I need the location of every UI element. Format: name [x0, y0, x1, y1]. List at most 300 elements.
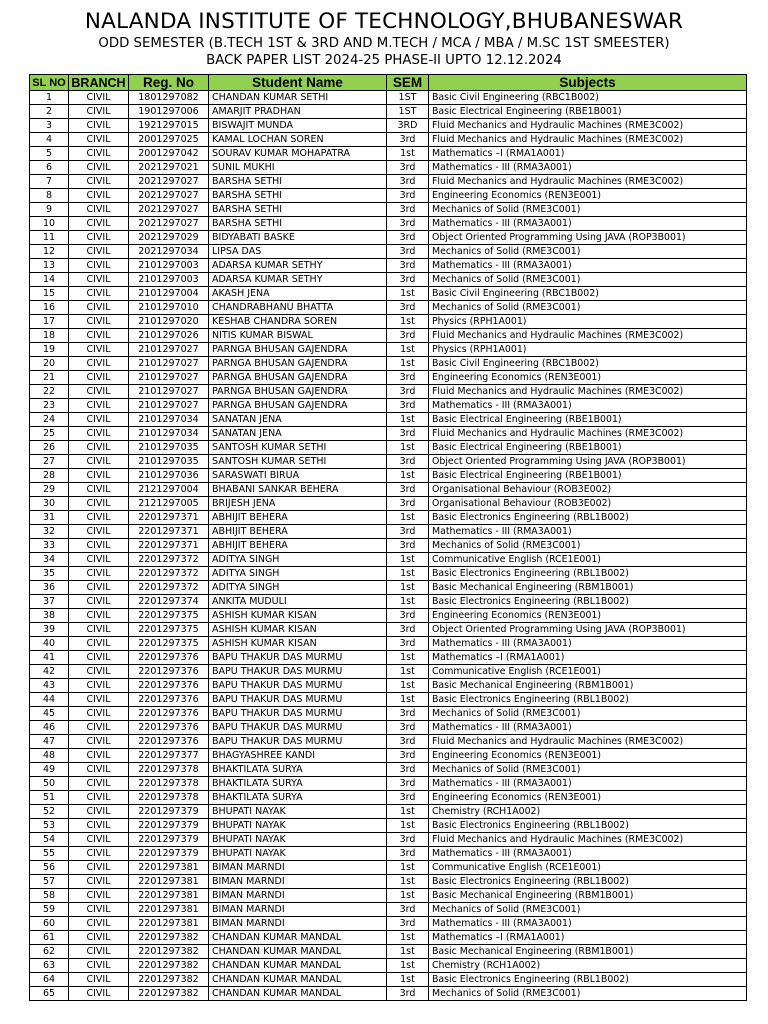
sem-cell: 3rd	[387, 623, 429, 637]
table-row	[30, 217, 747, 231]
subject-cell: Mechanics of Solid (RME3C001)	[429, 903, 747, 917]
table-row	[30, 819, 747, 833]
subject-cell: Basic Mechanical Engineering (RBM1B001)	[429, 889, 747, 903]
table-row	[30, 889, 747, 903]
student-name-cell: BAPU THAKUR DAS MURMU	[209, 693, 387, 707]
table-row	[30, 203, 747, 217]
subject-cell: Chemistry (RCH1A002)	[429, 805, 747, 819]
branch-cell: CIVIL	[69, 987, 129, 1001]
sem-cell: 1st	[387, 357, 429, 371]
sem-cell: 1st	[387, 805, 429, 819]
subject-cell: Mathematics –I (RMA1A001)	[429, 931, 747, 945]
reg-no-cell: 2021297027	[129, 203, 209, 217]
reg-no-cell: 2021297034	[129, 245, 209, 259]
reg-no-cell: 2201297371	[129, 511, 209, 525]
table-row	[30, 693, 747, 707]
sem-cell: 3rd	[387, 175, 429, 189]
subject-cell: Mathematics - III (RMA3A001)	[429, 525, 747, 539]
table-row	[30, 525, 747, 539]
branch-cell: CIVIL	[69, 959, 129, 973]
student-name-cell: AMARJIT PRADHAN	[209, 105, 387, 119]
sem-cell: 1st	[387, 959, 429, 973]
sl-no-cell: 41	[30, 651, 69, 665]
branch-cell: CIVIL	[69, 581, 129, 595]
reg-no-cell: 2201297381	[129, 917, 209, 931]
reg-no-cell: 2021297029	[129, 231, 209, 245]
student-name-cell: SOURAV KUMAR MOHAPATRA	[209, 147, 387, 161]
subject-cell: Mathematics –I (RMA1A001)	[429, 651, 747, 665]
student-name-cell: BARSHA SETHI	[209, 203, 387, 217]
branch-cell: CIVIL	[69, 791, 129, 805]
reg-no-cell: 2101297035	[129, 441, 209, 455]
subject-cell: Mathematics - III (RMA3A001)	[429, 721, 747, 735]
reg-no-cell: 2101297034	[129, 413, 209, 427]
sl-no-cell: 40	[30, 637, 69, 651]
sl-no-cell: 59	[30, 903, 69, 917]
sl-no-cell: 45	[30, 707, 69, 721]
reg-no-cell: 2101297035	[129, 455, 209, 469]
subject-cell: Fluid Mechanics and Hydraulic Machines (RME3C002)	[429, 175, 747, 189]
sl-no-cell: 14	[30, 273, 69, 287]
student-name-cell: SANTOSH KUMAR SETHI	[209, 441, 387, 455]
reg-no-cell: 2101297034	[129, 427, 209, 441]
branch-cell: CIVIL	[69, 91, 129, 105]
reg-no-cell: 2001297042	[129, 147, 209, 161]
student-name-cell: ADITYA SINGH	[209, 567, 387, 581]
sem-cell: 3rd	[387, 917, 429, 931]
reg-no-cell: 2101297027	[129, 343, 209, 357]
table-row	[30, 119, 747, 133]
sem-cell: 3rd	[387, 385, 429, 399]
table-row	[30, 917, 747, 931]
sem-cell: 3rd	[387, 427, 429, 441]
reg-no-cell: 1921297015	[129, 119, 209, 133]
sl-no-cell: 6	[30, 161, 69, 175]
sem-cell: 1st	[387, 945, 429, 959]
sl-no-cell: 61	[30, 931, 69, 945]
branch-cell: CIVIL	[69, 665, 129, 679]
reg-no-cell: 2101297026	[129, 329, 209, 343]
table-row	[30, 847, 747, 861]
sem-cell: 3rd	[387, 399, 429, 413]
student-name-cell: CHANDRABHANU BHATTA	[209, 301, 387, 315]
sl-no-cell: 25	[30, 427, 69, 441]
sl-no-cell: 50	[30, 777, 69, 791]
student-name-cell: BAPU THAKUR DAS MURMU	[209, 721, 387, 735]
sl-no-cell: 23	[30, 399, 69, 413]
student-name-cell: BHAKTILATA SURYA	[209, 791, 387, 805]
table-row	[30, 343, 747, 357]
student-name-cell: PARNGA BHUSAN GAJENDRA	[209, 357, 387, 371]
student-name-cell: BAPU THAKUR DAS MURMU	[209, 707, 387, 721]
sl-no-cell: 12	[30, 245, 69, 259]
reg-no-cell: 2201297379	[129, 819, 209, 833]
reg-no-cell: 2201297372	[129, 581, 209, 595]
sem-cell: 3rd	[387, 133, 429, 147]
sem-cell: 3rd	[387, 161, 429, 175]
branch-cell: CIVIL	[69, 973, 129, 987]
reg-no-cell: 2101297036	[129, 469, 209, 483]
subject-cell: Mechanics of Solid (RME3C001)	[429, 987, 747, 1001]
sl-no-cell: 22	[30, 385, 69, 399]
sl-no-cell: 9	[30, 203, 69, 217]
table-row	[30, 959, 747, 973]
reg-no-cell: 2201297376	[129, 651, 209, 665]
subject-cell: Mathematics - III (RMA3A001)	[429, 847, 747, 861]
table-row	[30, 413, 747, 427]
sl-no-cell: 32	[30, 525, 69, 539]
sem-cell: 1ST	[387, 105, 429, 119]
sl-no-cell: 16	[30, 301, 69, 315]
subject-cell: Mechanics of Solid (RME3C001)	[429, 763, 747, 777]
sem-cell: 1st	[387, 665, 429, 679]
sem-cell: 3rd	[387, 371, 429, 385]
reg-no-cell: 2201297382	[129, 959, 209, 973]
reg-no-cell: 2201297379	[129, 805, 209, 819]
table-row	[30, 903, 747, 917]
branch-cell: CIVIL	[69, 483, 129, 497]
branch-cell: CIVIL	[69, 595, 129, 609]
sl-no-cell: 33	[30, 539, 69, 553]
sl-no-cell: 65	[30, 987, 69, 1001]
reg-no-cell: 2201297376	[129, 707, 209, 721]
table-row	[30, 497, 747, 511]
subject-cell: Fluid Mechanics and Hydraulic Machines (RME3C002)	[429, 833, 747, 847]
table-row	[30, 441, 747, 455]
branch-cell: CIVIL	[69, 539, 129, 553]
student-name-cell: BIMAN MARNDI	[209, 875, 387, 889]
subject-cell: Basic Electronics Engineering (RBL1B002)	[429, 875, 747, 889]
reg-no-cell: 2201297379	[129, 847, 209, 861]
table-row	[30, 301, 747, 315]
table-row	[30, 287, 747, 301]
branch-cell: CIVIL	[69, 903, 129, 917]
student-name-cell: BIDYABATI BASKE	[209, 231, 387, 245]
branch-cell: CIVIL	[69, 147, 129, 161]
table-row	[30, 763, 747, 777]
sl-no-cell: 51	[30, 791, 69, 805]
subject-cell: Basic Mechanical Engineering (RBM1B001)	[429, 945, 747, 959]
branch-cell: CIVIL	[69, 679, 129, 693]
sl-no-cell: 47	[30, 735, 69, 749]
student-name-cell: SUNIL MUKHI	[209, 161, 387, 175]
reg-no-cell: 2201297381	[129, 889, 209, 903]
sl-no-cell: 13	[30, 259, 69, 273]
sl-no-cell: 18	[30, 329, 69, 343]
reg-no-cell: 2201297372	[129, 567, 209, 581]
sem-cell: 1st	[387, 287, 429, 301]
student-name-cell: SANATAN JENA	[209, 427, 387, 441]
sl-no-cell: 53	[30, 819, 69, 833]
table-row	[30, 147, 747, 161]
reg-no-cell: 2201297375	[129, 637, 209, 651]
subject-cell: Engineering Economics (REN3E001)	[429, 791, 747, 805]
branch-cell: CIVIL	[69, 707, 129, 721]
student-name-cell: BIMAN MARNDI	[209, 861, 387, 875]
table-row	[30, 973, 747, 987]
student-name-cell: BHAKTILATA SURYA	[209, 777, 387, 791]
back-paper-table	[29, 74, 747, 1001]
branch-cell: CIVIL	[69, 651, 129, 665]
subject-cell: Mathematics –I (RMA1A001)	[429, 147, 747, 161]
subject-cell: Mathematics - III (RMA3A001)	[429, 399, 747, 413]
sem-cell: 3rd	[387, 259, 429, 273]
sl-no-cell: 34	[30, 553, 69, 567]
col-header-sem: SEM	[387, 75, 429, 91]
table-row	[30, 357, 747, 371]
subject-cell: Organisational Behaviour (ROB3E002)	[429, 483, 747, 497]
student-name-cell: ABHIJIT BEHERA	[209, 511, 387, 525]
branch-cell: CIVIL	[69, 217, 129, 231]
sem-cell: 3rd	[387, 483, 429, 497]
student-name-cell: AKASH JENA	[209, 287, 387, 301]
table-row	[30, 791, 747, 805]
student-name-cell: CHANDAN KUMAR MANDAL	[209, 959, 387, 973]
reg-no-cell: 2201297376	[129, 735, 209, 749]
table-row	[30, 595, 747, 609]
table-row	[30, 749, 747, 763]
sem-cell: 3rd	[387, 609, 429, 623]
student-name-cell: CHANDAN KUMAR MANDAL	[209, 973, 387, 987]
sl-no-cell: 4	[30, 133, 69, 147]
sem-cell: 3rd	[387, 903, 429, 917]
student-name-cell: ASHISH KUMAR KISAN	[209, 609, 387, 623]
branch-cell: CIVIL	[69, 875, 129, 889]
subject-cell: Basic Civil Engineering (RBC1B002)	[429, 91, 747, 105]
col-header-student-name: Student Name	[209, 75, 387, 91]
student-name-cell: ADARSA KUMAR SETHY	[209, 273, 387, 287]
reg-no-cell: 2101297003	[129, 259, 209, 273]
reg-no-cell: 2101297027	[129, 371, 209, 385]
sl-no-cell: 26	[30, 441, 69, 455]
sem-cell: 1st	[387, 413, 429, 427]
sem-cell: 1st	[387, 147, 429, 161]
subject-cell: Fluid Mechanics and Hydraulic Machines (RME3C002)	[429, 133, 747, 147]
table-row	[30, 371, 747, 385]
subject-cell: Basic Mechanical Engineering (RBM1B001)	[429, 581, 747, 595]
sl-no-cell: 44	[30, 693, 69, 707]
sem-cell: 1st	[387, 679, 429, 693]
branch-cell: CIVIL	[69, 553, 129, 567]
reg-no-cell: 2201297374	[129, 595, 209, 609]
reg-no-cell: 2201297376	[129, 693, 209, 707]
table-row	[30, 231, 747, 245]
sl-no-cell: 28	[30, 469, 69, 483]
branch-cell: CIVIL	[69, 819, 129, 833]
branch-cell: CIVIL	[69, 917, 129, 931]
student-name-cell: BIMAN MARNDI	[209, 917, 387, 931]
sem-cell: 3rd	[387, 245, 429, 259]
branch-cell: CIVIL	[69, 301, 129, 315]
sem-cell: 3rd	[387, 707, 429, 721]
student-name-cell: SANTOSH KUMAR SETHI	[209, 455, 387, 469]
reg-no-cell: 2201297376	[129, 665, 209, 679]
sem-cell: 3rd	[387, 735, 429, 749]
table-row	[30, 91, 747, 105]
branch-cell: CIVIL	[69, 945, 129, 959]
table-row	[30, 931, 747, 945]
branch-cell: CIVIL	[69, 175, 129, 189]
sem-cell: 3rd	[387, 847, 429, 861]
reg-no-cell: 2101297027	[129, 399, 209, 413]
subject-cell: Communicative English (RCE1E001)	[429, 861, 747, 875]
sl-no-cell: 57	[30, 875, 69, 889]
reg-no-cell: 2201297376	[129, 721, 209, 735]
table-row	[30, 777, 747, 791]
reg-no-cell: 2201297371	[129, 525, 209, 539]
table-row	[30, 735, 747, 749]
sl-no-cell: 7	[30, 175, 69, 189]
branch-cell: CIVIL	[69, 203, 129, 217]
student-name-cell: BHAGYASHREE KANDI	[209, 749, 387, 763]
sem-cell: 3RD	[387, 119, 429, 133]
reg-no-cell: 2021297027	[129, 217, 209, 231]
sl-no-cell: 2	[30, 105, 69, 119]
student-name-cell: BISWAJIT MUNDA	[209, 119, 387, 133]
sem-cell: 3rd	[387, 763, 429, 777]
table-row	[30, 637, 747, 651]
sl-no-cell: 39	[30, 623, 69, 637]
subject-cell: Fluid Mechanics and Hydraulic Machines (RME3C002)	[429, 427, 747, 441]
student-name-cell: BIMAN MARNDI	[209, 889, 387, 903]
table-row	[30, 833, 747, 847]
list-title: BACK PAPER LIST 2024-25 PHASE-II UPTO 12.12.2024	[206, 53, 562, 68]
branch-cell: CIVIL	[69, 119, 129, 133]
sem-cell: 3rd	[387, 637, 429, 651]
col-header-branch: BRANCH	[69, 75, 129, 91]
student-name-cell: BARSHA SETHI	[209, 217, 387, 231]
reg-no-cell: 2201297381	[129, 875, 209, 889]
sem-cell: 1st	[387, 567, 429, 581]
sem-cell: 1st	[387, 511, 429, 525]
reg-no-cell: 2101297010	[129, 301, 209, 315]
reg-no-cell: 2201297378	[129, 777, 209, 791]
student-name-cell: ADITYA SINGH	[209, 553, 387, 567]
sem-cell: 3rd	[387, 833, 429, 847]
sl-no-cell: 27	[30, 455, 69, 469]
student-name-cell: PARNGA BHUSAN GAJENDRA	[209, 343, 387, 357]
table-row	[30, 623, 747, 637]
sl-no-cell: 24	[30, 413, 69, 427]
sem-cell: 3rd	[387, 231, 429, 245]
student-name-cell: LIPSA DAS	[209, 245, 387, 259]
table-row	[30, 581, 747, 595]
reg-no-cell: 2201297382	[129, 973, 209, 987]
sl-no-cell: 29	[30, 483, 69, 497]
table-row	[30, 721, 747, 735]
sl-no-cell: 58	[30, 889, 69, 903]
student-name-cell: CHANDAN KUMAR SETHI	[209, 91, 387, 105]
table-row	[30, 553, 747, 567]
student-name-cell: BAPU THAKUR DAS MURMU	[209, 651, 387, 665]
sl-no-cell: 55	[30, 847, 69, 861]
sem-cell: 3rd	[387, 217, 429, 231]
sem-cell: 3rd	[387, 329, 429, 343]
reg-no-cell: 2101297003	[129, 273, 209, 287]
reg-no-cell: 2201297376	[129, 679, 209, 693]
sl-no-cell: 30	[30, 497, 69, 511]
subject-cell: Object Oriented Programming Using JAVA (ROP3B001)	[429, 623, 747, 637]
sem-cell: 3rd	[387, 189, 429, 203]
subject-cell: Mechanics of Solid (RME3C001)	[429, 539, 747, 553]
reg-no-cell: 2101297027	[129, 357, 209, 371]
branch-cell: CIVIL	[69, 105, 129, 119]
reg-no-cell: 2021297027	[129, 189, 209, 203]
subject-cell: Basic Electrical Engineering (RBE1B001)	[429, 105, 747, 119]
subject-cell: Chemistry (RCH1A002)	[429, 959, 747, 973]
student-name-cell: ANKITA MUDULI	[209, 595, 387, 609]
student-name-cell: BHUPATI NAYAK	[209, 833, 387, 847]
subject-cell: Mathematics - III (RMA3A001)	[429, 917, 747, 931]
branch-cell: CIVIL	[69, 455, 129, 469]
sl-no-cell: 46	[30, 721, 69, 735]
sem-cell: 1st	[387, 693, 429, 707]
branch-cell: CIVIL	[69, 805, 129, 819]
table-row	[30, 567, 747, 581]
sem-cell: 3rd	[387, 791, 429, 805]
sl-no-cell: 63	[30, 959, 69, 973]
table-row	[30, 469, 747, 483]
branch-cell: CIVIL	[69, 371, 129, 385]
branch-cell: CIVIL	[69, 861, 129, 875]
student-name-cell: BHAKTILATA SURYA	[209, 763, 387, 777]
sl-no-cell: 42	[30, 665, 69, 679]
reg-no-cell: 2021297027	[129, 175, 209, 189]
sem-cell: 3rd	[387, 203, 429, 217]
table-header-row	[30, 75, 747, 91]
student-name-cell: BHUPATI NAYAK	[209, 805, 387, 819]
branch-cell: CIVIL	[69, 315, 129, 329]
student-name-cell: BRIJESH JENA	[209, 497, 387, 511]
reg-no-cell: 2201297372	[129, 553, 209, 567]
sem-cell: 1st	[387, 651, 429, 665]
branch-cell: CIVIL	[69, 623, 129, 637]
branch-cell: CIVIL	[69, 567, 129, 581]
student-name-cell: BAPU THAKUR DAS MURMU	[209, 735, 387, 749]
branch-cell: CIVIL	[69, 511, 129, 525]
table-row	[30, 175, 747, 189]
student-name-cell: ASHISH KUMAR KISAN	[209, 623, 387, 637]
table-row	[30, 707, 747, 721]
subject-cell: Fluid Mechanics and Hydraulic Machines (RME3C002)	[429, 119, 747, 133]
table-row	[30, 329, 747, 343]
reg-no-cell: 2201297382	[129, 945, 209, 959]
student-name-cell: PARNGA BHUSAN GAJENDRA	[209, 399, 387, 413]
student-name-cell: PARNGA BHUSAN GAJENDRA	[209, 371, 387, 385]
subject-cell: Mathematics - III (RMA3A001)	[429, 637, 747, 651]
table-row	[30, 609, 747, 623]
reg-no-cell: 2121297004	[129, 483, 209, 497]
sem-cell: 3rd	[387, 721, 429, 735]
sem-cell: 1st	[387, 581, 429, 595]
reg-no-cell: 2201297379	[129, 833, 209, 847]
table-row	[30, 245, 747, 259]
subject-cell: Engineering Economics (REN3E001)	[429, 189, 747, 203]
sem-cell: 3rd	[387, 525, 429, 539]
subject-cell: Mechanics of Solid (RME3C001)	[429, 203, 747, 217]
branch-cell: CIVIL	[69, 189, 129, 203]
table-row	[30, 805, 747, 819]
student-name-cell: BAPU THAKUR DAS MURMU	[209, 679, 387, 693]
sl-no-cell: 56	[30, 861, 69, 875]
sl-no-cell: 49	[30, 763, 69, 777]
sem-cell: 1st	[387, 343, 429, 357]
branch-cell: CIVIL	[69, 245, 129, 259]
subject-cell: Engineering Economics (REN3E001)	[429, 749, 747, 763]
sl-no-cell: 43	[30, 679, 69, 693]
sem-cell: 1st	[387, 861, 429, 875]
subject-cell: Object Oriented Programming Using JAVA (ROP3B001)	[429, 231, 747, 245]
